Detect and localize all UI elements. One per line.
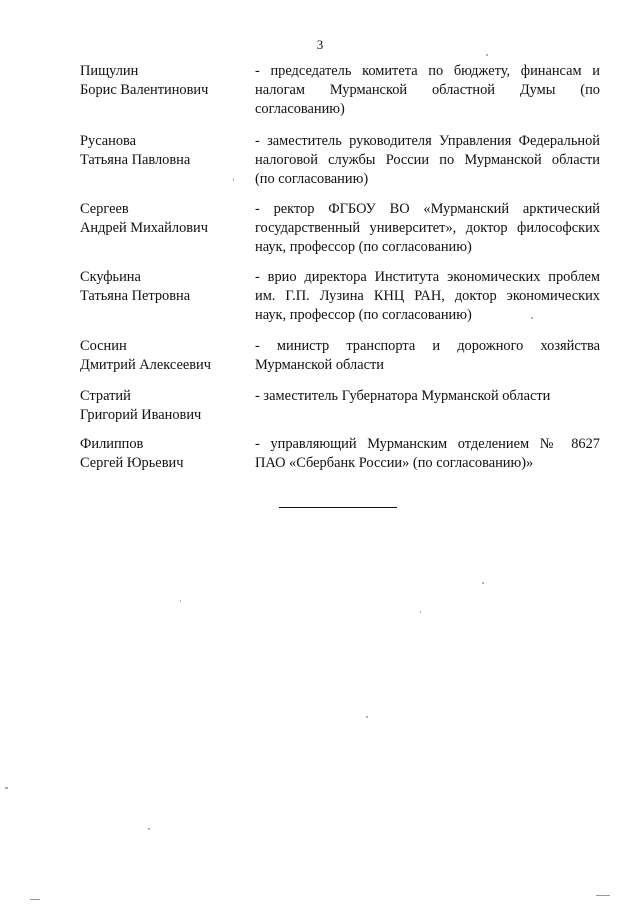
- role-line: им. Г.П. Лузина КНЦ РАН, доктор экономических: [255, 288, 600, 304]
- member-entry: [80, 268, 600, 337]
- member-given-names: Борис Валентинович: [80, 82, 209, 98]
- scan-speck: [180, 600, 181, 602]
- member-role: [255, 132, 600, 189]
- role-line: согласованию): [255, 101, 345, 117]
- role-line: - заместитель Губернатора Мурманской области: [255, 388, 551, 404]
- member-given-names: Григорий Иванович: [80, 407, 202, 423]
- role-line: - председатель комитета по бюджету, финансам и: [255, 63, 600, 79]
- member-entry: [80, 435, 600, 473]
- member-role: [255, 387, 600, 406]
- role-line: - заместитель руководителя Управления Федеральной: [255, 133, 600, 149]
- member-entry: [80, 387, 600, 435]
- role-line: Мурманской области: [255, 357, 384, 373]
- role-line: наук, профессор (по согласованию): [255, 239, 472, 255]
- member-name: [80, 132, 255, 170]
- member-surname: Пищулин: [80, 63, 139, 79]
- member-name: [80, 337, 255, 375]
- scan-speck: [486, 54, 488, 56]
- member-given-names: Татьяна Павловна: [80, 152, 191, 168]
- scan-speck: [148, 828, 150, 830]
- member-surname: Соснин: [80, 338, 127, 354]
- member-surname: Стратий: [80, 388, 131, 404]
- member-role: [255, 435, 600, 473]
- end-rule-divider: [279, 507, 397, 508]
- role-line: наук, профессор (по согласованию): [255, 307, 472, 323]
- scan-speck: [233, 178, 234, 181]
- member-entry: [80, 200, 600, 268]
- member-name: [80, 200, 255, 238]
- member-name: [80, 387, 255, 425]
- member-role: [255, 337, 600, 375]
- member-given-names: Андрей Михайлович: [80, 220, 208, 236]
- member-surname: Сергеев: [80, 201, 129, 217]
- role-line: - врио директора Института экономических проблем: [255, 269, 600, 285]
- member-surname: Скуфьина: [80, 269, 141, 285]
- member-given-names: Сергей Юрьевич: [80, 455, 184, 471]
- member-surname: Филиппов: [80, 436, 144, 452]
- member-role: [255, 200, 600, 257]
- member-role: [255, 268, 600, 325]
- member-entry: [80, 132, 600, 200]
- role-line: (по согласованию): [255, 171, 369, 187]
- role-line: налогам Мурманской областной Думы (по: [255, 82, 600, 98]
- scan-speck: [420, 611, 421, 613]
- role-line: налоговой службы России по Мурманской области: [255, 152, 600, 168]
- member-given-names: Татьяна Петровна: [80, 288, 191, 304]
- role-line: - министр транспорта и дорожного хозяйства: [255, 338, 600, 354]
- scan-speck: [366, 716, 368, 718]
- scan-speck: [596, 895, 610, 896]
- member-entry: [80, 337, 600, 387]
- member-name: [80, 268, 255, 306]
- scan-speck: [30, 899, 40, 900]
- role-line: государственный университет», доктор философских: [255, 220, 600, 236]
- scan-speck: [531, 317, 533, 319]
- member-name: [80, 62, 255, 100]
- member-entry: [80, 62, 600, 132]
- member-roster: [80, 62, 600, 473]
- role-line: - ректор ФГБОУ ВО «Мурманский арктический: [255, 201, 600, 217]
- member-given-names: Дмитрий Алексеевич: [80, 357, 211, 373]
- member-role: [255, 62, 600, 119]
- scan-speck: [482, 582, 484, 584]
- role-line: ПАО «Сбербанк России» (по согласованию)»: [255, 455, 534, 471]
- role-line: - управляющий Мурманским отделением № 8627: [255, 436, 600, 452]
- scan-speck: [5, 787, 8, 789]
- page-number: 3: [316, 37, 324, 52]
- member-surname: Русанова: [80, 133, 137, 149]
- member-name: [80, 435, 255, 473]
